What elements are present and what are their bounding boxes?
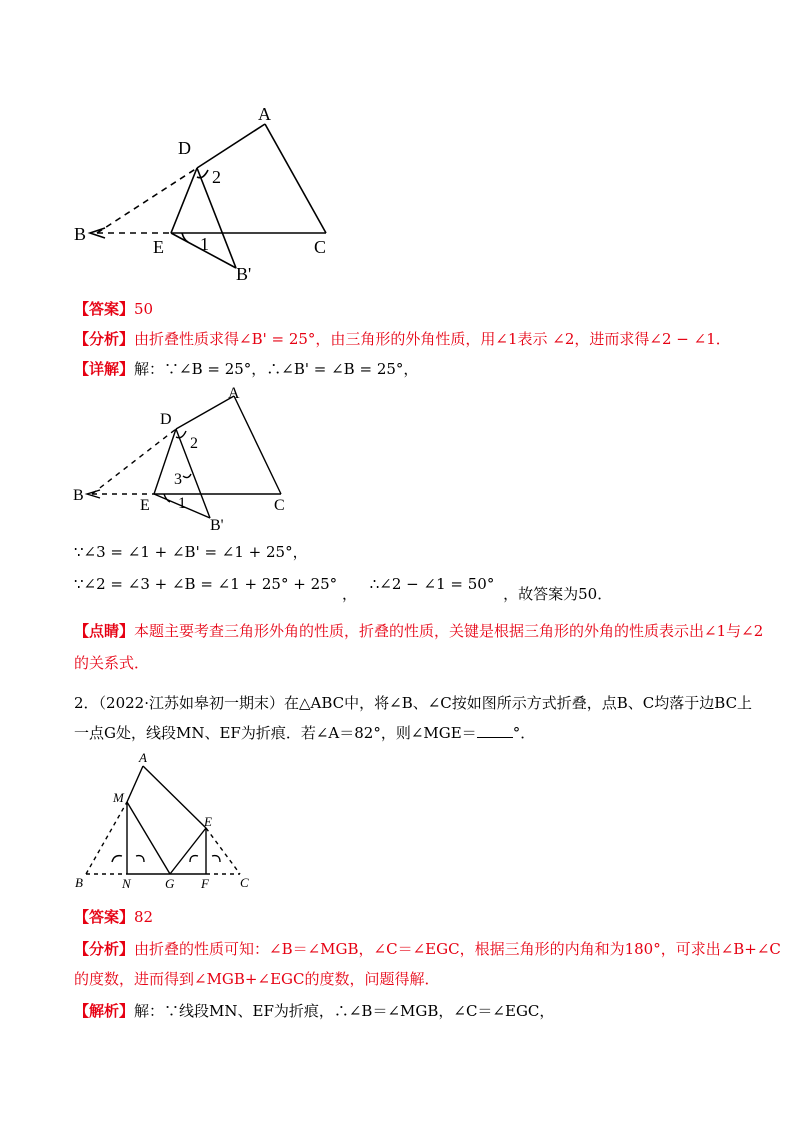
label-d: D [178,138,191,158]
equation-2b: ， [341,585,357,603]
equation-2a: ∵∠2 = ∠3 + ∠B = ∠1 + 25° + 25° [74,575,338,593]
figure-fold-triangle-2 [70,384,310,534]
analysis-text-2b: 的度数，进而得到∠MGB+∠EGC的度数，问题得解． [74,970,440,988]
equation-2d: ，故答案为50． [503,585,613,603]
label-a: A [228,385,240,402]
analysis-tag: 【分析】 [74,330,135,348]
answer-line-1 [74,298,764,320]
detail-tag: 【详解】 [74,360,135,378]
equation-1: ∵∠3 = ∠1 + ∠B' = ∠1 + 25°， [74,543,308,561]
question-2-stem-2a: 一点G处，线段MN、EF为折痕．若∠A＝82°，则∠MGE＝ [74,724,477,742]
equation-line-2 [74,573,764,603]
label-3: 3 [174,471,182,488]
label-1: 1 [200,234,209,254]
label-f: F [201,876,209,891]
label-b: B [73,487,84,504]
analysis-text-2: 由折叠的性质可知：∠B＝∠MGB，∠C＝∠EGC，根据三角形的内角和为180°，可求出∠B+∠C [134,940,781,958]
analysis-line-2b [74,968,764,990]
label-c: C [314,237,327,257]
label-g: G [165,876,175,891]
label-c: C [274,497,285,514]
label-c: C [240,875,249,890]
label-d: D [160,411,172,428]
label-m: M [113,790,124,805]
label-a: A [139,750,147,765]
figure-fold-triangle-3 [70,750,260,895]
label-a: A [258,104,271,124]
comment-line-2 [74,652,764,674]
detail-line-1 [74,358,764,380]
label-b-prime: B' [236,264,252,284]
label-b: B [74,224,87,244]
comment-text-2: 的关系式． [74,654,150,672]
label-b-prime: B' [210,517,224,534]
analysis-text: 由折叠性质求得∠B' = 25°，由三角形的外角性质，用∠1表示 ∠2，进而求得∠2 − ∠1． [134,330,731,348]
label-e: E [153,237,164,257]
solution-text: 解：∵线段MN、EF为折痕，∴∠B＝∠MGB，∠C＝∠EGC， [134,1002,555,1020]
analysis-line-1 [74,328,764,350]
equation-2c: ∴∠2 − ∠1 = 50° [369,575,495,593]
equation-line-1 [74,541,764,563]
label-b: B [75,875,83,890]
solution-line-2 [74,1000,764,1022]
question-2-stem-1: 2．（2022·江苏如皋初一期末）在△ABC中，将∠B、∠C按如图所示方式折叠，点B、C均落于边BC上 [74,694,753,712]
label-e: E [204,814,212,829]
label-2: 2 [190,435,198,452]
comment-tag: 【点睛】 [74,622,135,640]
question-2-stem-2b: °． [512,724,536,742]
question-2-line-2 [74,722,764,744]
comment-line-1 [74,620,764,642]
analysis-line-2 [74,938,781,960]
answer-tag-2: 【答案】 [74,908,135,926]
answer-line-2 [74,906,764,928]
question-2-line-1 [74,692,764,714]
answer-value: 50 [134,300,154,318]
label-2: 2 [212,167,221,187]
detail-text: 解：∵∠B = 25°，∴∠B' = ∠B = 25°， [134,360,419,378]
label-e: E [140,497,150,514]
figure-fold-triangle-1 [70,100,360,290]
label-n: N [122,876,131,891]
comment-text: 本题主要考查三角形外角的性质，折叠的性质，关键是根据三角形的外角的性质表示出∠1与∠2 [134,622,764,640]
answer-blank [477,723,513,738]
answer-tag: 【答案】 [74,300,135,318]
solution-tag: 【解析】 [74,1002,135,1020]
analysis-tag-2: 【分析】 [74,940,135,958]
answer-value-2: 82 [134,908,154,926]
label-1: 1 [178,495,186,512]
